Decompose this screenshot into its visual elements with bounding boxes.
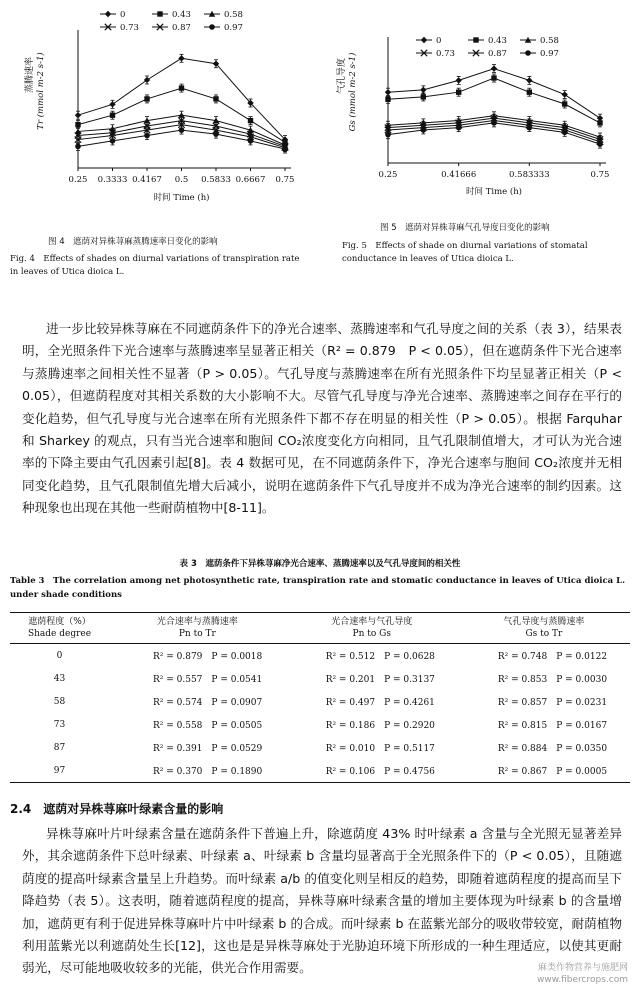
data-point (110, 112, 115, 117)
legend-entry (204, 23, 243, 33)
legend-marker (473, 37, 478, 42)
legend-label: 0.87 (488, 49, 507, 59)
chlorophyll-paragraph: 异株荨麻叶片叶绿素含量在遮荫条件下普遍上升，除遮荫度 43% 时叶绿素 a 含量与全光照无显著差异外，其余遮荫条件下总叶绿素、叶绿素 a、叶绿素 b 含量均显著高于全光照条件下的（P < 0.05），且随遮荫度的提高叶绿素含量呈上升趋势。而叶绿素 a/b 的值变化则呈相反的趋势，即随着遮荫程度的提高而呈下降趋势（表 5）。这表明，随着遮荫程度的提高，异株荨麻叶绿素含量的增加主要体现为叶绿素 b 的含量增加，遮荫更有利于促进异株荨麻叶片中叶绿素 b 的合成。而叶绿素 b 在蓝紫光部分的吸收带较宽，耐荫植物利用蓝紫光以利遮荫处生长[12]，这也是是异株荨麻处于光胁迫环境下所形成的一种生理适应，以使其更耐弱光，尽可能地吸收较多的光能，供光合作用需要。 (22, 826, 622, 976)
legend-label: 0.43 (488, 36, 507, 46)
table-row: 0 R² = 0.879 P = 0.0018 R² = 0.512 P = 0.0628 R² = 0.748 P = 0.0122 (56, 650, 608, 662)
legend-entry (520, 36, 559, 46)
fig5-caption-en: Fig. 5 Effects of shade on diurnal variations of stomatal conductance in leaves of Utica dioica L. (342, 241, 588, 264)
data-point (597, 120, 602, 125)
x-axis-label: 时间 Time (h) (466, 187, 522, 197)
legend-label: 0 (120, 10, 126, 20)
transpiration-chart (0, 0, 318, 235)
legend-marker (525, 50, 531, 56)
legend-marker (157, 11, 162, 16)
legend-entry (416, 49, 455, 59)
data-point (248, 138, 254, 144)
data-point (110, 138, 116, 144)
header-pn-gs: 光合速率与气孔导度 Pn to Gs (331, 617, 413, 639)
x-tick-label: 0.5 (174, 175, 189, 185)
table-header-row (10, 613, 630, 644)
table-row: 58 R² = 0.574 P = 0.0907 R² = 0.497 P = 0.4261 R² = 0.857 P = 0.0231 (53, 696, 608, 708)
data-point (75, 144, 81, 150)
header-pn-tr: 光合速率与蒸腾速率 Pn to Tr (156, 617, 238, 639)
data-point (75, 112, 81, 118)
data-point (491, 120, 497, 126)
data-point (527, 125, 533, 131)
data-point (421, 94, 426, 99)
legend-label: 0.58 (224, 10, 243, 20)
data-point (75, 122, 80, 127)
watermark: 麻类作物营养与施肥网 www.fibercrops.com (537, 963, 628, 985)
legend-label: 0.87 (172, 23, 191, 33)
legend-label: 0.97 (540, 49, 559, 59)
legend-label: 0.73 (120, 23, 139, 33)
legend-label: 0.43 (172, 10, 191, 20)
data-point (179, 127, 185, 133)
fig5-caption-cn: 图 5 遮荫对异株荨麻气孔导度日变化的影响 (380, 223, 550, 233)
legend-entry (416, 36, 441, 46)
data-point (385, 97, 390, 102)
y-axis-label-cn: 气孔导度 (337, 57, 347, 95)
legend-entry (100, 10, 125, 20)
x-tick-label: 0.6667 (235, 175, 266, 185)
figure-4 (0, 0, 318, 300)
x-tick-label: 0.75 (590, 170, 610, 180)
data-point (527, 90, 532, 95)
data-point (282, 146, 288, 152)
data-point (561, 91, 567, 97)
fig4-caption-cn: 图 4 遮荫对异株荨麻蒸腾速率日变化的影响 (48, 237, 218, 247)
legend-marker (209, 24, 215, 30)
correlation-table (10, 612, 630, 783)
data-point (213, 96, 218, 101)
data-point (179, 85, 184, 90)
data-point (385, 89, 391, 95)
data-point (597, 141, 603, 147)
header-gs-tr: 气孔导度与蒸腾速率 Gs to Tr (503, 617, 585, 639)
legend-entry (100, 23, 139, 33)
y-axis-label-en: Tr (mmol m-2 s-1) (36, 52, 46, 130)
data-point (144, 133, 150, 139)
figure-5 (320, 0, 640, 300)
legend-entry (520, 49, 559, 59)
data-point (455, 77, 461, 83)
table-row: 73 R² = 0.558 P = 0.0505 R² = 0.186 P = 0.2920 R² = 0.815 P = 0.0167 (53, 719, 608, 731)
x-tick-label: 0.5833 (201, 175, 231, 185)
y-axis-label-cn: 蒸腾速率 (25, 56, 35, 94)
fig4-caption-en: Fig. 4 Effects of shades on diurnal variations of transpiration rate in leaves of Utica dioica L. (10, 254, 300, 277)
series-0.97 (75, 126, 288, 153)
data-point (144, 96, 149, 101)
legend-label: 0.58 (540, 36, 559, 46)
legend-entry (204, 10, 243, 20)
legend-marker (421, 37, 427, 43)
data-point (491, 65, 497, 71)
legend-entry (468, 36, 507, 46)
legend-marker (105, 11, 111, 17)
data-point (248, 118, 253, 123)
data-point (526, 77, 532, 83)
data-point (456, 125, 462, 131)
legend-label: 0.73 (436, 49, 455, 59)
legend-label: 0.97 (224, 23, 243, 33)
legend-entry (152, 10, 191, 20)
data-point (491, 75, 496, 80)
legend-entry (152, 23, 191, 33)
x-tick-label: 0.75 (275, 175, 295, 185)
data-point (456, 90, 461, 95)
table-row: 97 R² = 0.370 P = 0.1890 R² = 0.106 P = 0.4756 R² = 0.867 P = 0.0005 (10, 759, 630, 783)
data-point (213, 131, 219, 137)
y-axis-label-en: Gs (mmol m-2 s-1) (348, 52, 358, 132)
x-tick-label: 0.25 (68, 175, 88, 185)
legend-entry (468, 49, 507, 59)
data-point (385, 132, 391, 138)
data-point (562, 130, 568, 136)
data-point (144, 77, 150, 83)
data-point (178, 55, 184, 61)
table-row: 87 R² = 0.391 P = 0.0529 R² = 0.010 P = 0.5117 R² = 0.884 P = 0.0350 (53, 742, 608, 754)
table-row: 43 R² = 0.557 P = 0.0541 R² = 0.201 P = 0.3137 R² = 0.853 P = 0.0030 (53, 673, 608, 685)
x-tick-label: 0.4167 (132, 175, 162, 185)
x-tick-label: 0.41666 (441, 170, 477, 180)
results-paragraph: 进一步比较异株荨麻在不同遮荫条件下的净光合速率、蒸腾速率和气孔导度之间的关系（表 3），结果表明，全光照条件下光合速率与蒸腾速率呈显著正相关（R² = 0.879 P < 0.05），但在遮荫条件下光合速率与蒸腾速率之间相关性不显著（P > 0.05）。气孔导度与蒸腾速率在所有光照条件下均呈显著正相关（P < 0.05），但遮荫程度对其相关系数的大小影响不大。尽管气孔导度与净光合速率、蒸腾速率之间存在平行的变化趋势，但气孔导度与光合速率在所有光照条件下都不存在明显的相关性（P > 0.05）。根据 Farquhar 和 Sharkey 的观点，只有当光合速率和胞间 CO₂浓度变化方向相同，且气孔限制值增大，才可认为光合速率的下降主要由气孔因素引起[8]。表 4 数据可见，在不同遮荫条件下，净光合速率与胞间 CO₂浓度并无相同变化趋势，且气孔限制值先增大后减小，说明在遮荫条件下气孔导度并不成为净光合速率的制约因素。这种现象也出现在其他一些耐荫植物中[8-11]。 (22, 321, 622, 516)
x-axis-label: 时间 Time (h) (153, 193, 210, 203)
x-tick-label: 0.583333 (509, 170, 550, 180)
data-point (421, 127, 427, 133)
table3-title-cn: 表 3 遮荫条件下异株荨麻净光合速率、蒸腾速率以及气孔导度间的相关性 (179, 559, 461, 569)
data-point (562, 101, 567, 106)
stomatal-chart (320, 0, 640, 215)
section-heading: 2.4 遮荫对异株荨麻叶绿素含量的影响 (10, 802, 224, 816)
header-shade: 遮荫程度（%） Shade degree (27, 617, 92, 639)
legend-label: 0 (436, 36, 442, 46)
data-point (109, 101, 115, 107)
data-point (420, 87, 426, 93)
x-tick-label: 0.3333 (97, 175, 128, 185)
x-tick-label: 0.25 (378, 170, 398, 180)
table3-title-en: Table 3 The correlation among net photosynthetic rate, transpiration rate and stomatic conductance in leaves of Utica dioica L. under shade conditions (10, 576, 626, 600)
